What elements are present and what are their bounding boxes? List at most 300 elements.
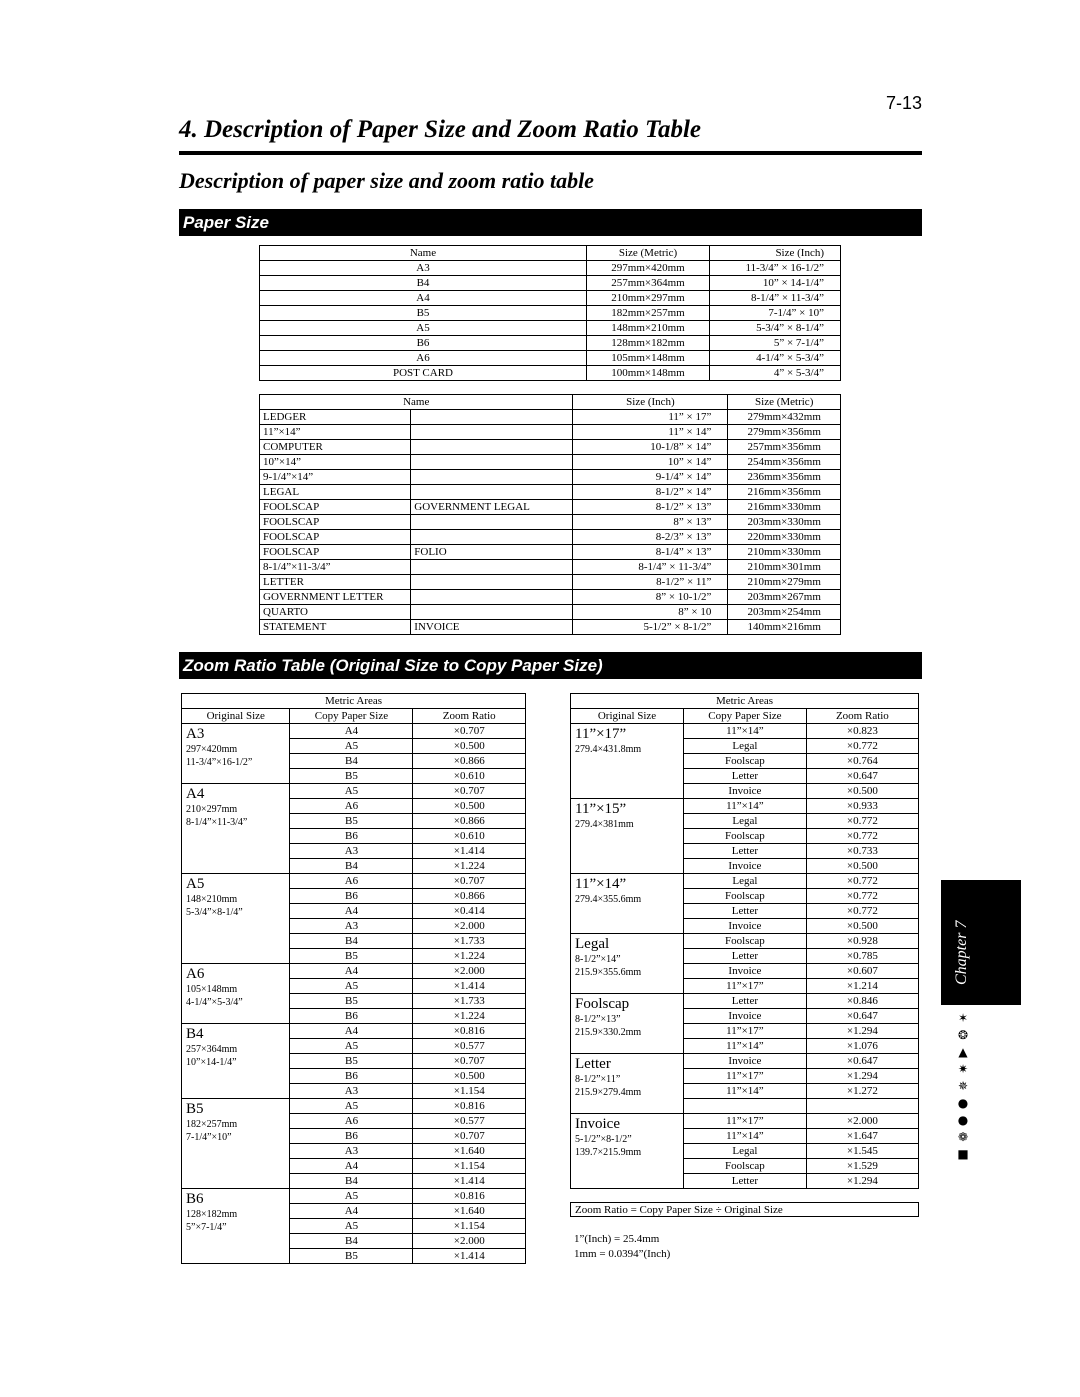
table-cell: 7-1/4” × 10” <box>710 306 841 321</box>
copy-paper-size: Invoice <box>684 1054 807 1069</box>
column-header: Copy Paper Size <box>290 709 413 724</box>
copy-paper-size: Foolscap <box>684 829 807 844</box>
zoom-ratio: ×1.294 <box>806 1069 918 1084</box>
zoom-ratio: ×0.647 <box>806 1054 918 1069</box>
zoom-row <box>571 934 919 949</box>
table-cell: 10” × 14” <box>573 455 728 470</box>
zoom-ratio: ×0.785 <box>806 949 918 964</box>
zoom-ratio: ×0.577 <box>413 1039 526 1054</box>
area-title: Metric Areas <box>182 694 526 709</box>
original-size-cell <box>182 1024 290 1099</box>
copy-paper-size: 11”×14” <box>684 799 807 814</box>
area-title: Metric Areas <box>571 694 919 709</box>
table-header-row <box>571 709 919 724</box>
table-cell: 182mm×257mm <box>587 306 710 321</box>
zoom-ratio: ×2.000 <box>806 1114 918 1129</box>
copy-paper-size: 11”×14” <box>684 1129 807 1144</box>
copy-paper-size: Legal <box>684 874 807 889</box>
zoom-row <box>571 1054 919 1069</box>
table-cell <box>411 590 573 605</box>
zoom-ratio: ×0.707 <box>413 784 526 799</box>
copy-paper-size: A5 <box>290 1189 413 1204</box>
table-cell: 4” × 5-3/4” <box>710 366 841 381</box>
table-cell: 11-3/4” × 16-1/2” <box>710 261 841 276</box>
copy-paper-size: A4 <box>290 1159 413 1174</box>
table-cell: FOOLSCAP <box>260 500 411 515</box>
table-row <box>260 485 841 500</box>
zoom-ratio: ×1.529 <box>806 1159 918 1174</box>
table-cell: 100mm×148mm <box>587 366 710 381</box>
table-row <box>260 530 841 545</box>
original-size-cell <box>571 1054 684 1114</box>
side-glyph-icon: ❂ <box>957 1028 969 1042</box>
original-size-dimension: 8-1/2”×11” <box>575 1074 621 1085</box>
table-cell: 10”×14” <box>260 455 411 470</box>
original-size-name: 11”×15” <box>575 801 627 817</box>
table-cell: 105mm×148mm <box>587 351 710 366</box>
table-cell <box>411 605 573 620</box>
copy-paper-size: A5 <box>290 784 413 799</box>
zoom-ratio: ×0.610 <box>413 829 526 844</box>
copy-paper-size: B5 <box>290 1054 413 1069</box>
table-cell: FOOLSCAP <box>260 530 411 545</box>
copy-paper-size: B6 <box>290 1009 413 1024</box>
table-cell: 8” × 10-1/2” <box>573 590 728 605</box>
side-glyph-icon: ● <box>957 1096 969 1110</box>
table-cell: 10-1/8” × 14” <box>573 440 728 455</box>
side-glyph-icon: ● <box>957 1113 969 1127</box>
table-cell: 254mm×356mm <box>728 455 841 470</box>
table-row <box>260 620 841 635</box>
zoom-row <box>182 1024 526 1039</box>
zoom-ratio: ×0.500 <box>806 859 918 874</box>
copy-paper-size: 11”×17” <box>684 1024 807 1039</box>
zoom-ratio: ×2.000 <box>413 1234 526 1249</box>
table-cell: INVOICE <box>411 620 573 635</box>
zoom-row <box>571 1114 919 1129</box>
zoom-ratio: ×0.772 <box>806 829 918 844</box>
original-size-name: A4 <box>186 786 205 802</box>
zoom-row <box>182 784 526 799</box>
zoom-ratio: ×0.816 <box>413 1099 526 1114</box>
copy-paper-size: B6 <box>290 1069 413 1084</box>
table-cell: 140mm×216mm <box>728 620 841 635</box>
zoom-ratio: ×0.647 <box>806 1009 918 1024</box>
zoom-ratio: ×1.640 <box>413 1144 526 1159</box>
copy-paper-size: 11”×17” <box>684 1069 807 1084</box>
table-cell: FOLIO <box>411 545 573 560</box>
zoom-ratio: ×1.224 <box>413 859 526 874</box>
table-cell: 10” × 14-1/4” <box>710 276 841 291</box>
zoom-ratio: ×0.866 <box>413 889 526 904</box>
page-subtitle: Description of paper size and zoom ratio table <box>179 168 594 193</box>
column-header: Copy Paper Size <box>684 709 807 724</box>
copy-paper-size: B4 <box>290 934 413 949</box>
original-size-dimension: 182×257mm <box>186 1119 238 1130</box>
original-size-dimension: 105×148mm <box>186 984 238 995</box>
copy-paper-size: A6 <box>290 799 413 814</box>
mm-conversion: 1mm = 0.0394”(Inch) <box>574 1248 671 1260</box>
side-glyph-icon: ✵ <box>957 1079 969 1093</box>
zoom-ratio: ×0.500 <box>806 919 918 934</box>
copy-paper-size: A5 <box>290 739 413 754</box>
table-cell: 8” × 13” <box>573 515 728 530</box>
original-size-name: 11”×14” <box>575 876 627 892</box>
zoom-row <box>182 964 526 979</box>
table-row <box>260 321 841 336</box>
zoom-ratio: ×0.610 <box>413 769 526 784</box>
table-cell: 5-1/2” × 8-1/2” <box>573 620 728 635</box>
table-cell: 8-1/2” × 14” <box>573 485 728 500</box>
table-cell: FOOLSCAP <box>260 545 411 560</box>
table-cell <box>411 560 573 575</box>
table-cell: 8-1/4”×11-3/4” <box>260 560 411 575</box>
zoom-ratio: ×0.500 <box>806 784 918 799</box>
zoom-ratio: ×0.733 <box>806 844 918 859</box>
original-size-name: Letter <box>575 1056 611 1072</box>
zoom-ratio: ×1.154 <box>413 1084 526 1099</box>
paper-size-heading: Paper Size <box>179 209 922 236</box>
copy-paper-size: A5 <box>290 1039 413 1054</box>
table-row <box>260 410 841 425</box>
original-size-cell <box>571 934 684 994</box>
zoom-row <box>571 724 919 739</box>
table-cell: B5 <box>260 306 587 321</box>
chapter-tab <box>941 880 1021 1005</box>
zoom-table-metric <box>181 693 526 1264</box>
page-number: 7-13 <box>885 93 922 113</box>
copy-paper-size: Letter <box>684 994 807 1009</box>
original-size-dimension: 215.9×330.2mm <box>575 1027 642 1038</box>
original-size-dimension: 7-1/4”×10” <box>186 1132 232 1143</box>
copy-paper-size: 11”×14” <box>684 724 807 739</box>
original-size-dimension: 215.9×279.4mm <box>575 1087 642 1098</box>
copy-paper-size: A6 <box>290 1114 413 1129</box>
table-cell: 9-1/4”×14” <box>260 470 411 485</box>
copy-paper-size: B4 <box>290 859 413 874</box>
table-cell: A5 <box>260 321 587 336</box>
original-size-dimension: 8-1/2”×14” <box>575 954 621 965</box>
copy-paper-size: B5 <box>290 949 413 964</box>
zoom-ratio: ×1.733 <box>413 934 526 949</box>
zoom-ratio: ×1.414 <box>413 1249 526 1264</box>
table-row <box>260 590 841 605</box>
column-header: Size (Metric) <box>587 246 710 261</box>
original-size-cell <box>182 964 290 1024</box>
copy-paper-size: A4 <box>290 964 413 979</box>
column-header: Size (Metric) <box>728 395 841 410</box>
table-row <box>260 440 841 455</box>
copy-paper-size: Letter <box>684 844 807 859</box>
original-size-dimension: 139.7×215.9mm <box>575 1147 642 1158</box>
inch-size-table <box>259 394 841 635</box>
original-size-name: A3 <box>186 726 205 742</box>
table-cell: STATEMENT <box>260 620 411 635</box>
table-cell: 8-2/3” × 13” <box>573 530 728 545</box>
original-size-name: B5 <box>186 1101 204 1117</box>
table-cell: 8-1/2” × 13” <box>573 500 728 515</box>
table-cell: 11”×14” <box>260 425 411 440</box>
copy-paper-size: 11”×17” <box>684 1114 807 1129</box>
copy-paper-size: Letter <box>684 769 807 784</box>
original-size-cell <box>182 784 290 874</box>
table-cell: POST CARD <box>260 366 587 381</box>
zoom-ratio: ×0.707 <box>413 724 526 739</box>
table-cell: FOOLSCAP <box>260 515 411 530</box>
zoom-ratio: ×0.772 <box>806 874 918 889</box>
table-row <box>260 351 841 366</box>
table-row <box>260 575 841 590</box>
zoom-ratio: ×1.647 <box>806 1129 918 1144</box>
original-size-dimension: 210×297mm <box>186 804 238 815</box>
zoom-ratio: ×1.640 <box>413 1204 526 1219</box>
table-cell: GOVERNMENT LEGAL <box>411 500 573 515</box>
table-cell <box>411 515 573 530</box>
table-row <box>260 560 841 575</box>
table-cell: 210mm×301mm <box>728 560 841 575</box>
zoom-row <box>182 724 526 739</box>
table-header-row <box>260 395 841 410</box>
page-title: 4. Description of Paper Size and Zoom Ratio Table <box>179 116 701 143</box>
table-cell: 257mm×356mm <box>728 440 841 455</box>
copy-paper-size: Foolscap <box>684 754 807 769</box>
zoom-ratio: ×0.500 <box>413 799 526 814</box>
zoom-row <box>571 994 919 1009</box>
copy-paper-size: Foolscap <box>684 889 807 904</box>
copy-paper-size: A5 <box>290 1099 413 1114</box>
column-header: Original Size <box>571 709 684 724</box>
copy-paper-size: Foolscap <box>684 1159 807 1174</box>
table-cell: LETTER <box>260 575 411 590</box>
original-size-name: A5 <box>186 876 205 892</box>
copy-paper-size: A3 <box>290 844 413 859</box>
copy-paper-size: A3 <box>290 919 413 934</box>
inch-conversion: 1”(Inch) = 25.4mm <box>574 1233 660 1245</box>
zoom-ratio: ×2.000 <box>413 964 526 979</box>
copy-paper-size: B5 <box>290 769 413 784</box>
original-size-cell <box>571 799 684 874</box>
column-header: Name <box>260 246 587 261</box>
table-cell: 216mm×356mm <box>728 485 841 500</box>
copy-paper-size <box>684 1099 807 1114</box>
table-cell <box>411 455 573 470</box>
zoom-ratio: ×1.733 <box>413 994 526 1009</box>
zoom-ratio: ×1.414 <box>413 979 526 994</box>
table-row <box>260 470 841 485</box>
zoom-formula: Zoom Ratio = Copy Paper Size ÷ Original Size <box>570 1202 919 1217</box>
area-title-row <box>182 694 526 709</box>
zoom-ratio: ×0.772 <box>806 814 918 829</box>
zoom-ratio: ×2.000 <box>413 919 526 934</box>
table-cell: 216mm×330mm <box>728 500 841 515</box>
original-size-dimension: 297×420mm <box>186 744 238 755</box>
column-header: Size (Inch) <box>573 395 728 410</box>
zoom-ratio: ×1.294 <box>806 1024 918 1039</box>
copy-paper-size: Legal <box>684 739 807 754</box>
copy-paper-size: Letter <box>684 949 807 964</box>
original-size-dimension: 279.4×431.8mm <box>575 744 642 755</box>
table-cell: 8-1/2” × 11” <box>573 575 728 590</box>
side-glyph-icon: ❁ <box>957 1130 969 1144</box>
original-size-cell <box>182 1099 290 1189</box>
title-rule <box>179 151 922 155</box>
column-header: Original Size <box>182 709 290 724</box>
zoom-row <box>182 1099 526 1114</box>
zoom-ratio: ×0.772 <box>806 739 918 754</box>
copy-paper-size: 11”×14” <box>684 1084 807 1099</box>
copy-paper-size: B5 <box>290 1249 413 1264</box>
copy-paper-size: 11”×17” <box>684 979 807 994</box>
original-size-dimension: 257×364mm <box>186 1044 238 1055</box>
table-cell <box>411 485 573 500</box>
copy-paper-size: B5 <box>290 994 413 1009</box>
table-cell: 8-1/4” × 13” <box>573 545 728 560</box>
original-size-name: B4 <box>186 1026 204 1042</box>
copy-paper-size: Invoice <box>684 859 807 874</box>
table-header-row <box>182 709 526 724</box>
column-header: Name <box>260 395 573 410</box>
copy-paper-size: Foolscap <box>684 934 807 949</box>
table-cell: 297mm×420mm <box>587 261 710 276</box>
zoom-ratio: ×1.414 <box>413 1174 526 1189</box>
table-row <box>260 291 841 306</box>
table-cell <box>411 530 573 545</box>
table-cell: 220mm×330mm <box>728 530 841 545</box>
zoom-ratio: ×1.224 <box>413 1009 526 1024</box>
copy-paper-size: Letter <box>684 904 807 919</box>
copy-paper-size: A4 <box>290 904 413 919</box>
copy-paper-size: Legal <box>684 814 807 829</box>
copy-paper-size: B4 <box>290 754 413 769</box>
table-header-row <box>260 246 841 261</box>
table-cell: 210mm×279mm <box>728 575 841 590</box>
zoom-ratio: ×1.214 <box>806 979 918 994</box>
zoom-row <box>571 799 919 814</box>
table-cell: 279mm×356mm <box>728 425 841 440</box>
chapter-tab-label: Chapter 7 <box>953 920 970 985</box>
zoom-ratio: ×1.224 <box>413 949 526 964</box>
side-glyph-icon: ▲ <box>958 1045 968 1059</box>
column-header: Zoom Ratio <box>413 709 526 724</box>
table-row <box>260 336 841 351</box>
zoom-ratio: ×0.928 <box>806 934 918 949</box>
zoom-ratio: ×0.607 <box>806 964 918 979</box>
original-size-cell <box>182 874 290 964</box>
table-cell: 11” × 14” <box>573 425 728 440</box>
table-cell: 236mm×356mm <box>728 470 841 485</box>
table-cell <box>411 440 573 455</box>
copy-paper-size: Invoice <box>684 784 807 799</box>
table-cell: 210mm×330mm <box>728 545 841 560</box>
zoom-table-inch <box>570 693 919 1189</box>
original-size-cell <box>182 1189 290 1264</box>
copy-paper-size: Letter <box>684 1174 807 1189</box>
zoom-ratio: ×0.772 <box>806 889 918 904</box>
table-row <box>260 306 841 321</box>
table-cell: 5-3/4” × 8-1/4” <box>710 321 841 336</box>
table-cell <box>411 470 573 485</box>
copy-paper-size: B6 <box>290 1129 413 1144</box>
original-size-dimension: 8-1/2”×13” <box>575 1014 621 1025</box>
zoom-ratio: ×0.772 <box>806 904 918 919</box>
table-cell: 5” × 7-1/4” <box>710 336 841 351</box>
zoom-ratio <box>806 1099 918 1114</box>
table-row <box>260 515 841 530</box>
table-cell: 203mm×267mm <box>728 590 841 605</box>
table-cell <box>411 410 573 425</box>
table-cell: GOVERNMENT LETTER <box>260 590 411 605</box>
table-cell: 8-1/4” × 11-3/4” <box>710 291 841 306</box>
zoom-ratio: ×0.414 <box>413 904 526 919</box>
zoom-ratio: ×0.933 <box>806 799 918 814</box>
table-cell: 4-1/4” × 5-3/4” <box>710 351 841 366</box>
table-row <box>260 366 841 381</box>
table-cell: COMPUTER <box>260 440 411 455</box>
zoom-ratio: ×1.076 <box>806 1039 918 1054</box>
copy-paper-size: A3 <box>290 1084 413 1099</box>
zoom-ratio: ×0.764 <box>806 754 918 769</box>
table-cell: A6 <box>260 351 587 366</box>
original-size-cell <box>571 994 684 1054</box>
table-cell: 279mm×432mm <box>728 410 841 425</box>
zoom-ratio-heading: Zoom Ratio Table (Original Size to Copy Paper Size) <box>179 652 922 679</box>
area-title-row <box>571 694 919 709</box>
table-cell: A4 <box>260 291 587 306</box>
table-cell <box>411 575 573 590</box>
original-size-dimension: 279.4×355.6mm <box>575 894 642 905</box>
zoom-ratio: ×0.866 <box>413 754 526 769</box>
table-cell: 210mm×297mm <box>587 291 710 306</box>
column-header: Size (Inch) <box>710 246 841 261</box>
zoom-ratio: ×0.823 <box>806 724 918 739</box>
zoom-ratio: ×0.707 <box>413 874 526 889</box>
column-header: Zoom Ratio <box>806 709 918 724</box>
copy-paper-size: Legal <box>684 1144 807 1159</box>
copy-paper-size: B4 <box>290 1234 413 1249</box>
copy-paper-size: 11”×14” <box>684 1039 807 1054</box>
table-cell: 203mm×330mm <box>728 515 841 530</box>
table-row <box>260 425 841 440</box>
original-size-cell <box>571 724 684 799</box>
zoom-ratio: ×1.272 <box>806 1084 918 1099</box>
copy-paper-size: A6 <box>290 874 413 889</box>
zoom-ratio: ×1.414 <box>413 844 526 859</box>
table-cell: 203mm×254mm <box>728 605 841 620</box>
original-size-name: A6 <box>186 966 205 982</box>
zoom-ratio: ×0.577 <box>413 1114 526 1129</box>
original-size-dimension: 128×182mm <box>186 1209 238 1220</box>
table-cell: QUARTO <box>260 605 411 620</box>
copy-paper-size: Invoice <box>684 1009 807 1024</box>
original-size-dimension: 10”×14-1/4” <box>186 1057 237 1068</box>
table-row <box>260 605 841 620</box>
original-size-name: 11”×17” <box>575 726 627 742</box>
copy-paper-size: A4 <box>290 1024 413 1039</box>
original-size-name: Foolscap <box>575 996 630 1012</box>
zoom-ratio: ×0.816 <box>413 1024 526 1039</box>
table-row <box>260 261 841 276</box>
copy-paper-size: B5 <box>290 814 413 829</box>
copy-paper-size: A4 <box>290 1204 413 1219</box>
copy-paper-size: A4 <box>290 724 413 739</box>
table-row <box>260 545 841 560</box>
copy-paper-size: A5 <box>290 1219 413 1234</box>
table-row <box>260 276 841 291</box>
copy-paper-size: A3 <box>290 1144 413 1159</box>
copy-paper-size: B6 <box>290 889 413 904</box>
side-glyph-icon: ✶ <box>957 1011 969 1025</box>
zoom-ratio: ×0.846 <box>806 994 918 1009</box>
